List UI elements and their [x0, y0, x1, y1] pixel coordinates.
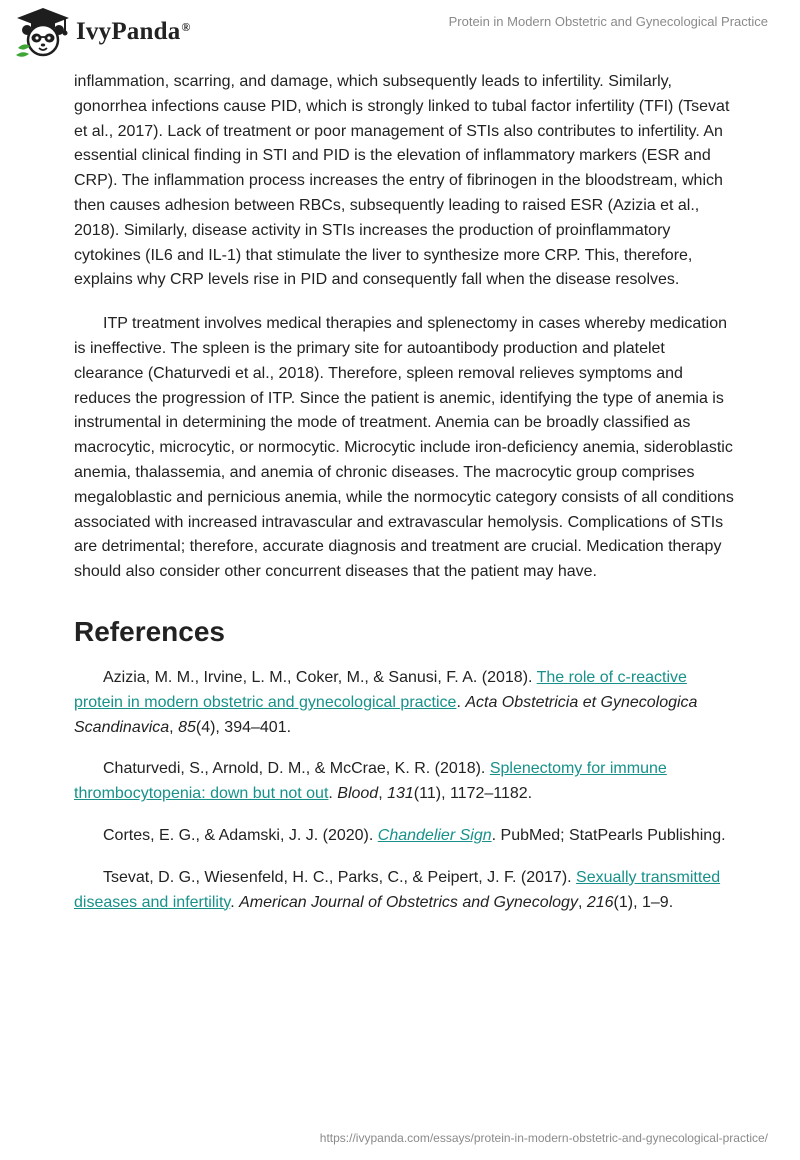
reference-item: Cortes, E. G., & Adamski, J. J. (2020). Chandelier Sign. PubMed; StatPearls Publishing.	[103, 826, 726, 844]
ivypanda-logo[interactable]	[14, 6, 191, 58]
page-header	[0, 0, 800, 68]
document-title: Protein in Modern Obstetric and Gynecological Practice	[448, 14, 768, 29]
journal-title: American Journal of Obstetrics and Gynecology	[239, 893, 578, 911]
essay-content	[74, 70, 734, 932]
registered-mark: ®	[181, 20, 191, 34]
brand-name: IvyPanda®	[76, 18, 191, 45]
reference-link[interactable]: Splenectomy for immune thrombocytopenia: down but not out	[74, 760, 667, 803]
volume-number: 85	[178, 718, 196, 736]
body-paragraph-1: inflammation, scarring, and damage, which subsequently leads to infertility. Similarly, gonorrhea infections cause PID, which is strongly linked to tubal factor infertility (TFI) (Tsevat et al., 2017). Lack of treatment or poor management of STIs also contributes to infertility. An essential clinical finding in STI and PID is the elevation of inflammatory markers (ESR and CRP). The inflammation process increases the entry of fibrinogen in the bloodstream, which then causes adhesion between RBCs, subsequently leading to raised ESR (Azizia et al., 2018). Similarly, disease activity in STIs increases the production of proinflammatory cytokines (IL6 and IL-1) that stimulate the liver to synthesize more CRP. This, therefore, explains why CRP levels rise in PID and consequently fall when the disease resolves.	[74, 73, 730, 289]
reference-link[interactable]: Sexually transmitted diseases and infertility	[74, 868, 721, 911]
reference-link[interactable]: The role of c-reactive protein in modern obstetric and gynecological practice	[74, 668, 687, 711]
source-url[interactable]: https://ivypanda.com/essays/protein-in-modern-obstetric-and-gynecological-practice/	[319, 1131, 768, 1145]
volume-number: 131	[387, 785, 414, 803]
body-paragraph-2: ITP treatment involves medical therapies and splenectomy in cases whereby medication is ineffective. The spleen is the primary site for autoantibody production and platelet clearance (Chaturvedi et al., 2018). Therefore, spleen removal relieves symptoms and reduces the progression of ITP. Since the patient is anemic, identifying the type of anemia is instrumental in determining the mode of treatment. Anemia can be broadly classified as macrocytic, microcytic, or normocytic. Microcytic include iron-deficiency anemia, sideroblastic anemia, thalassemia, and anemia of chronic diseases. The macrocytic group comprises megaloblastic and pernicious anemia, while the normocytic category consists of all conditions associated with increased intravascular and extravascular hemolysis. Complications of STIs are detrimental; therefore, accurate diagnosis and treatment are crucial. Medication therapy should also consider other concurrent diseases that the patient may have.	[74, 315, 734, 581]
reference-link[interactable]: Chandelier Sign	[377, 826, 492, 844]
panda-mascot-icon	[14, 6, 72, 58]
volume-number: 216	[586, 893, 614, 911]
journal-title: Acta Obstetricia et Gynecologica Scandinavica	[74, 693, 698, 736]
references-heading: References	[74, 615, 225, 647]
reference-item: Chaturvedi, S., Arnold, D. M., & McCrae, K. R. (2018). Splenectomy for immune thrombocytopenia: down but not out. Blood, 131(11), 1172–1182.	[74, 760, 667, 803]
journal-title: Blood	[337, 785, 379, 803]
reference-item: Tsevat, D. G., Wiesenfeld, H. C., Parks, C., & Peipert, J. F. (2017). Sexually transmitted diseases and infertility. American Journal of Obstetrics and Gynecology, 216(1), 1–9.	[74, 868, 721, 911]
reference-item: Azizia, M. M., Irvine, L. M., Coker, M., & Sanusi, F. A. (2018). The role of c-reactive protein in modern obstetric and gynecological practice. Acta Obstetricia et Gynecologica Scandinavica, 85(4), 394–401.	[74, 668, 698, 736]
